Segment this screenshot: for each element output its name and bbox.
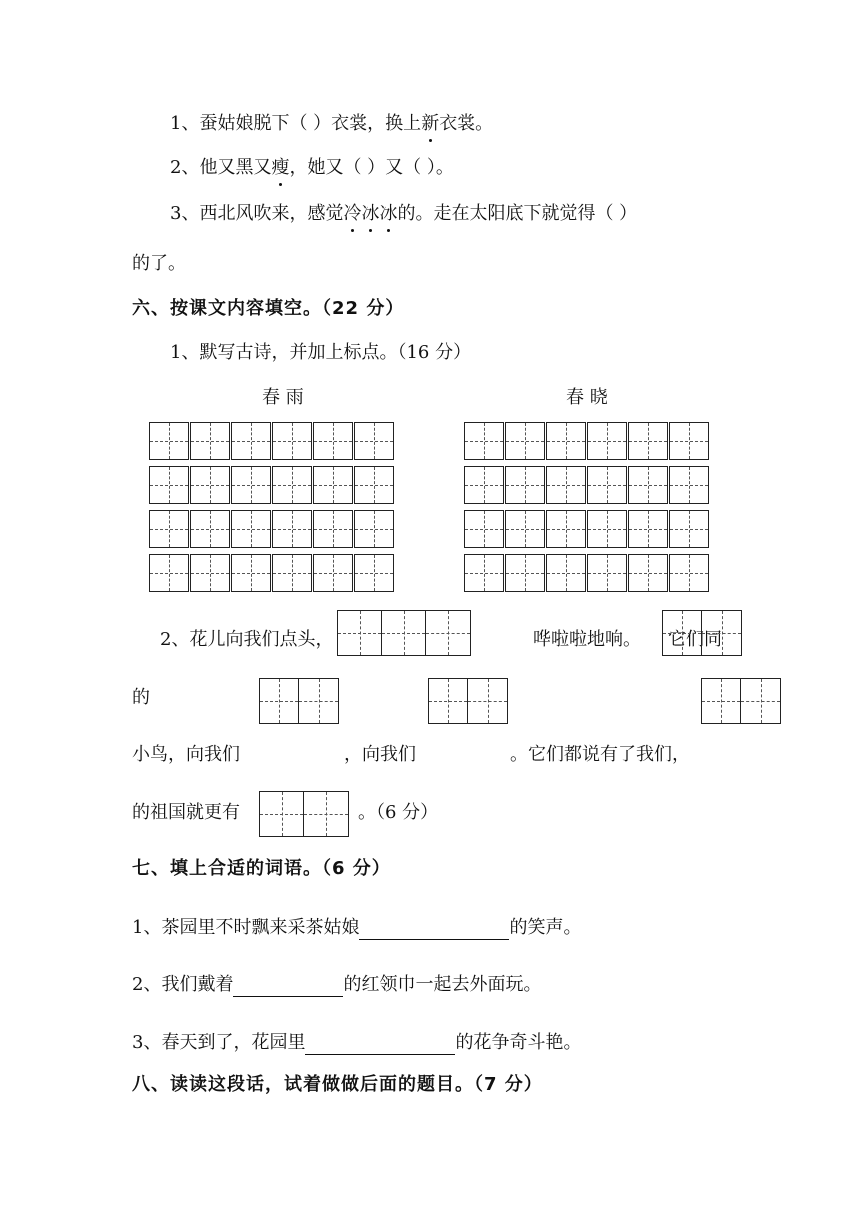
- poem-1-grid[interactable]: [149, 422, 395, 598]
- s7-line-2-end: 的红领巾一起去外面玩。: [343, 974, 542, 995]
- q5-line-2-end: ，她又（ ）又（ ）。: [289, 157, 454, 178]
- poem-2-grid[interactable]: [464, 422, 710, 598]
- poem-1-title: 春 雨: [262, 387, 304, 408]
- s6-q2-c: 它们同: [668, 629, 722, 650]
- s6-q1: 1、默写古诗，并加上标点。（16 分）: [170, 342, 472, 363]
- section-8-title: 八、读读这段话，试着做做后面的题目。（7 分）: [132, 1074, 543, 1095]
- q5-line-1-end: 衣裳。: [439, 113, 494, 134]
- s7-line-1-text: 1、茶园里不时飘来采茶姑娘: [132, 917, 360, 938]
- s6-q2-i: 。（6 分）: [358, 802, 439, 823]
- answer-blank[interactable]: [359, 919, 509, 940]
- char-box-group-4[interactable]: [428, 678, 508, 724]
- dotted-char: 瘦: [271, 157, 290, 178]
- section-7-title: 七、填上合适的词语。（6 分）: [132, 858, 391, 879]
- s7-line-1-end: 的笑声。: [509, 917, 582, 938]
- s6-q2-h: 的祖国就更有: [132, 802, 240, 823]
- q5-line-3-end: 的。走在太阳底下就觉得（ ）: [397, 203, 638, 224]
- s6-q2-b: 哗啦啦地响。: [533, 629, 641, 650]
- dotted-char: 冷: [343, 203, 362, 224]
- s6-q2-g: 。它们都说有了我们，: [510, 744, 690, 765]
- dotted-char: 新: [421, 113, 440, 134]
- dotted-char: 冰: [379, 203, 398, 224]
- s6-q2-d: 的: [132, 687, 150, 708]
- q5-line-1: [170, 112, 493, 136]
- char-box-group-1[interactable]: [337, 610, 471, 656]
- s7-line-2: [132, 973, 541, 997]
- char-box-group-2[interactable]: [662, 610, 742, 656]
- s7-line-1: [132, 916, 581, 940]
- dotted-char: 冰: [361, 203, 380, 224]
- q5-line-3-text: 3、西北风吹来，感觉: [170, 203, 344, 224]
- char-box-group-6[interactable]: [259, 791, 349, 837]
- char-box-group-5[interactable]: [701, 678, 781, 724]
- q5-line-2-text: 2、他又黑又: [170, 157, 272, 178]
- char-box-group-3[interactable]: [259, 678, 339, 724]
- s6-q2-a: 2、花儿向我们点头，: [160, 629, 334, 650]
- q5-line-3: [170, 202, 637, 226]
- q5-line-1-text: 1、蚕姑娘脱下（ ）衣裳，换上: [170, 113, 422, 134]
- poem-2-title: 春 晓: [566, 387, 608, 408]
- section-6-title: 六、按课文内容填空。（22 分）: [132, 298, 405, 319]
- s6-q2-f: ，向我们: [344, 744, 416, 765]
- s6-q2-e: 小鸟，向我们: [132, 744, 240, 765]
- q5-line-3-cont: 的了。: [132, 253, 186, 274]
- s7-line-3-text: 3、春天到了，花园里: [132, 1032, 306, 1053]
- answer-blank[interactable]: [233, 976, 343, 997]
- s7-line-3: [132, 1031, 581, 1055]
- q5-line-2: [170, 156, 454, 180]
- answer-blank[interactable]: [305, 1034, 455, 1055]
- s7-line-3-end: 的花争奇斗艳。: [455, 1032, 582, 1053]
- s7-line-2-text: 2、我们戴着: [132, 974, 234, 995]
